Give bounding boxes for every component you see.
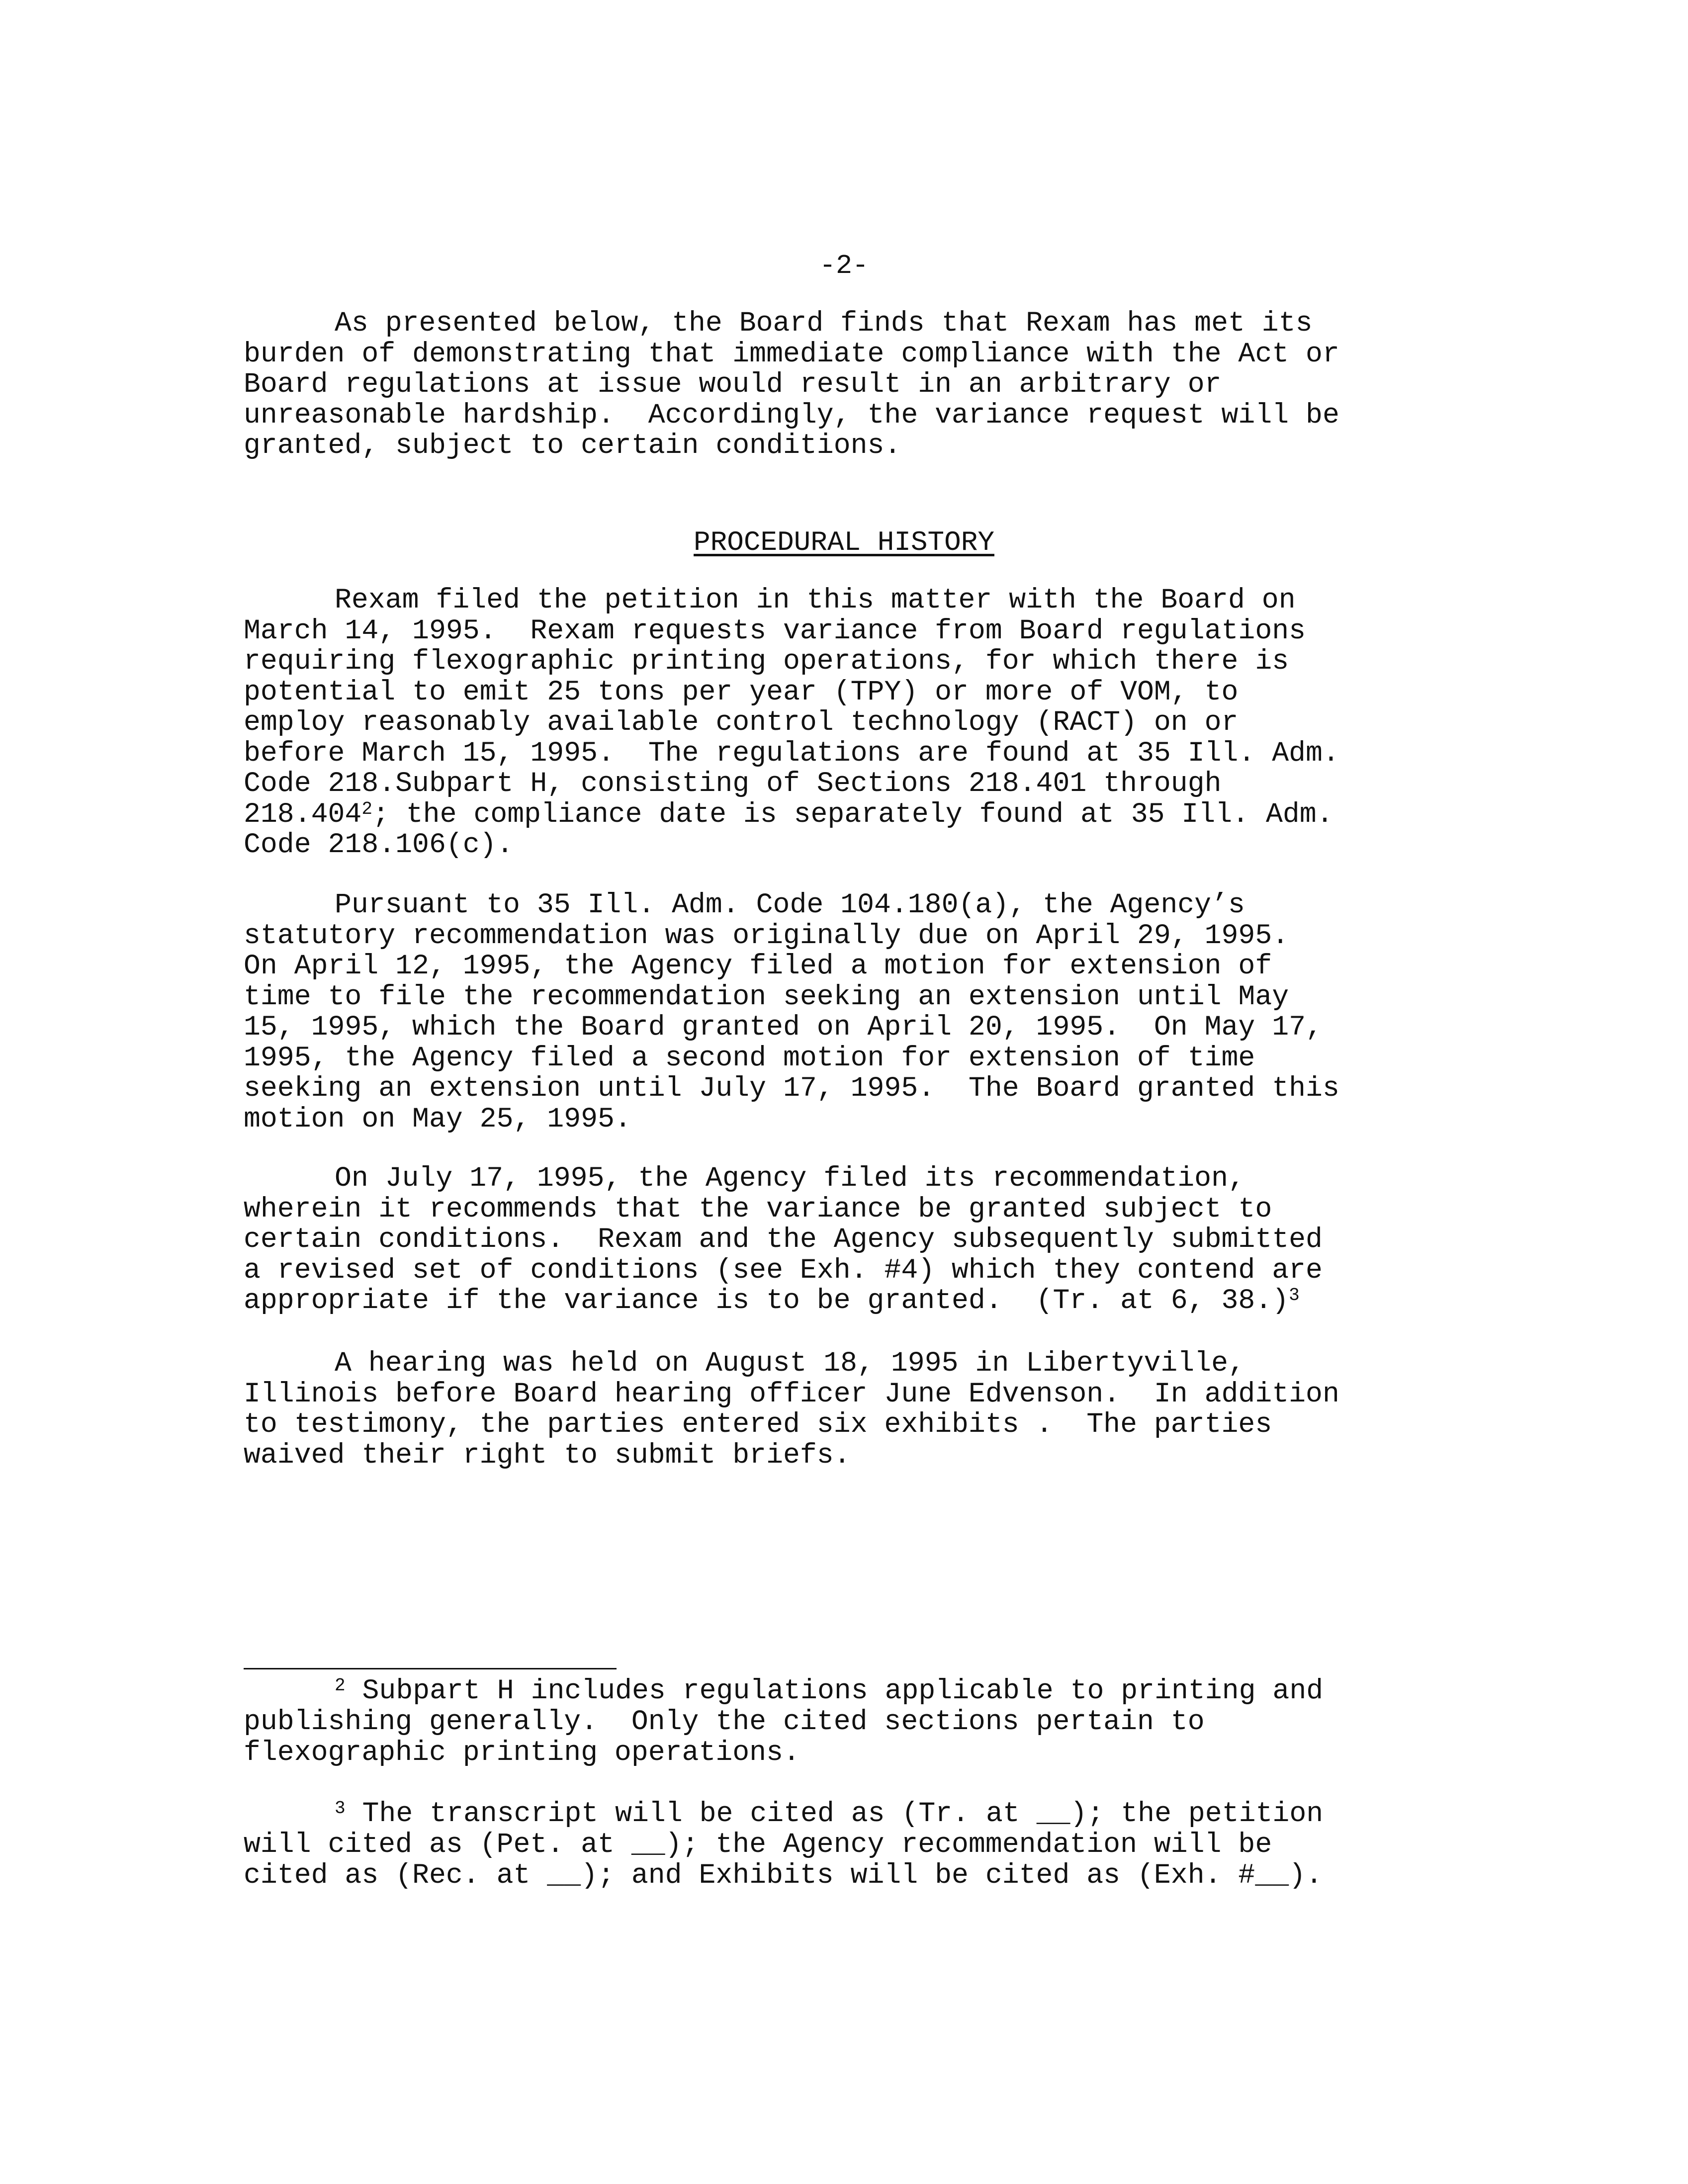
text-line: wherein it recommends that the variance be granted subject to <box>244 1193 1272 1225</box>
text-line: unreasonable hardship. Accordingly, the variance request will be <box>244 399 1339 431</box>
text-line: Code 218.106(c). <box>244 829 514 861</box>
paragraph-hearing <box>244 1348 1462 1471</box>
text-line: employ reasonably available control technology (RACT) on or <box>244 706 1239 738</box>
text-line: publishing generally. Only the cited sections pertain to <box>244 1706 1205 1738</box>
text-line: 15, 1995, which the Board granted on April 20, 1995. On May 17, <box>244 1011 1323 1043</box>
text-fragment: 218.404 <box>244 798 362 830</box>
footnote-mark: 3 <box>335 1798 346 1819</box>
text-line: waived their right to submit briefs. <box>244 1439 851 1471</box>
text-line: A hearing was held on August 18, 1995 in Libertyville, <box>335 1347 1245 1379</box>
text-line <box>244 799 1462 830</box>
text-line <box>244 1675 1462 1706</box>
text-line: seeking an extension until July 17, 1995. The Board granted this <box>244 1072 1339 1104</box>
text-line: a revised set of conditions (see Exh. #4) which they contend are <box>244 1254 1323 1286</box>
text-line <box>244 1286 1462 1316</box>
text-line: On July 17, 1995, the Agency filed its recommendation, <box>335 1162 1245 1194</box>
text-line: Pursuant to 35 Ill. Adm. Code 104.180(a), the Agency’s <box>335 889 1245 921</box>
text-line: flexographic printing operations. <box>244 1737 800 1768</box>
section-heading: PROCEDURAL HISTORY <box>694 526 994 558</box>
text-line: Code 218.Subpart H, consisting of Sections 218.401 through <box>244 768 1222 799</box>
paragraph-petition <box>244 585 1462 861</box>
text-line: cited as (Rec. at __); and Exhibits will be cited as (Exh. #__). <box>244 1859 1323 1891</box>
text-line: requiring flexographic printing operations, for which there is <box>244 645 1289 677</box>
footnote-reference-3: 3 <box>1289 1285 1300 1306</box>
footnote-mark: 2 <box>335 1675 346 1696</box>
text-line: time to file the recommendation seeking an extension until May <box>244 980 1289 1013</box>
page-number: -2- <box>819 250 869 281</box>
text-line: potential to emit 25 tons per year (TPY) or more of VOM, to <box>244 676 1239 708</box>
text-line: certain conditions. Rexam and the Agency subsequently submitted <box>244 1223 1323 1255</box>
text-line: Rexam filed the petition in this matter with the Board on <box>335 584 1296 616</box>
text-fragment: appropriate if the variance is to be granted. (Tr. at 6, 38.) <box>244 1285 1289 1316</box>
text-line: Board regulations at issue would result in an arbitrary or <box>244 368 1222 400</box>
text-line: March 14, 1995. Rexam requests variance from Board regulations <box>244 614 1306 647</box>
text-line: statutory recommendation was originally due on April 29, 1995. <box>244 919 1289 952</box>
text-line: As presented below, the Board finds that Rexam has met its <box>335 307 1313 339</box>
text-fragment: ; the compliance date is separately found at 35 Ill. Adm. <box>372 798 1333 830</box>
paragraph-recommendation-timing <box>244 890 1462 1135</box>
text-line <box>244 1798 1462 1829</box>
text-line: 1995, the Agency filed a second motion for extension of time <box>244 1042 1255 1074</box>
footnote-2 <box>244 1675 1462 1768</box>
paragraph-intro <box>244 308 1462 461</box>
text-line: before March 15, 1995. The regulations are found at 35 Ill. Adm. <box>244 737 1339 769</box>
text-line: to testimony, the parties entered six exhibits . The parties <box>244 1408 1272 1440</box>
text-line: will cited as (Pet. at __); the Agency recommendation will be <box>244 1829 1272 1860</box>
text-line: On April 12, 1995, the Agency filed a motion for extension of <box>244 950 1272 982</box>
text-line: Illinois before Board hearing officer June Edvenson. In addition <box>244 1378 1339 1410</box>
paragraph-agency-filing <box>244 1163 1462 1316</box>
footnote-reference-2: 2 <box>361 798 372 819</box>
text-line: burden of demonstrating that immediate compliance with the Act or <box>244 338 1339 370</box>
footnote-divider <box>244 1668 617 1669</box>
text-line: motion on May 25, 1995. <box>244 1103 631 1135</box>
text-line: granted, subject to certain conditions. <box>244 430 901 461</box>
footnote-3 <box>244 1798 1462 1891</box>
text-fragment: Subpart H includes regulations applicable to printing and <box>345 1675 1324 1707</box>
text-fragment: The transcript will be cited as (Tr. at __); the petition <box>345 1798 1324 1830</box>
